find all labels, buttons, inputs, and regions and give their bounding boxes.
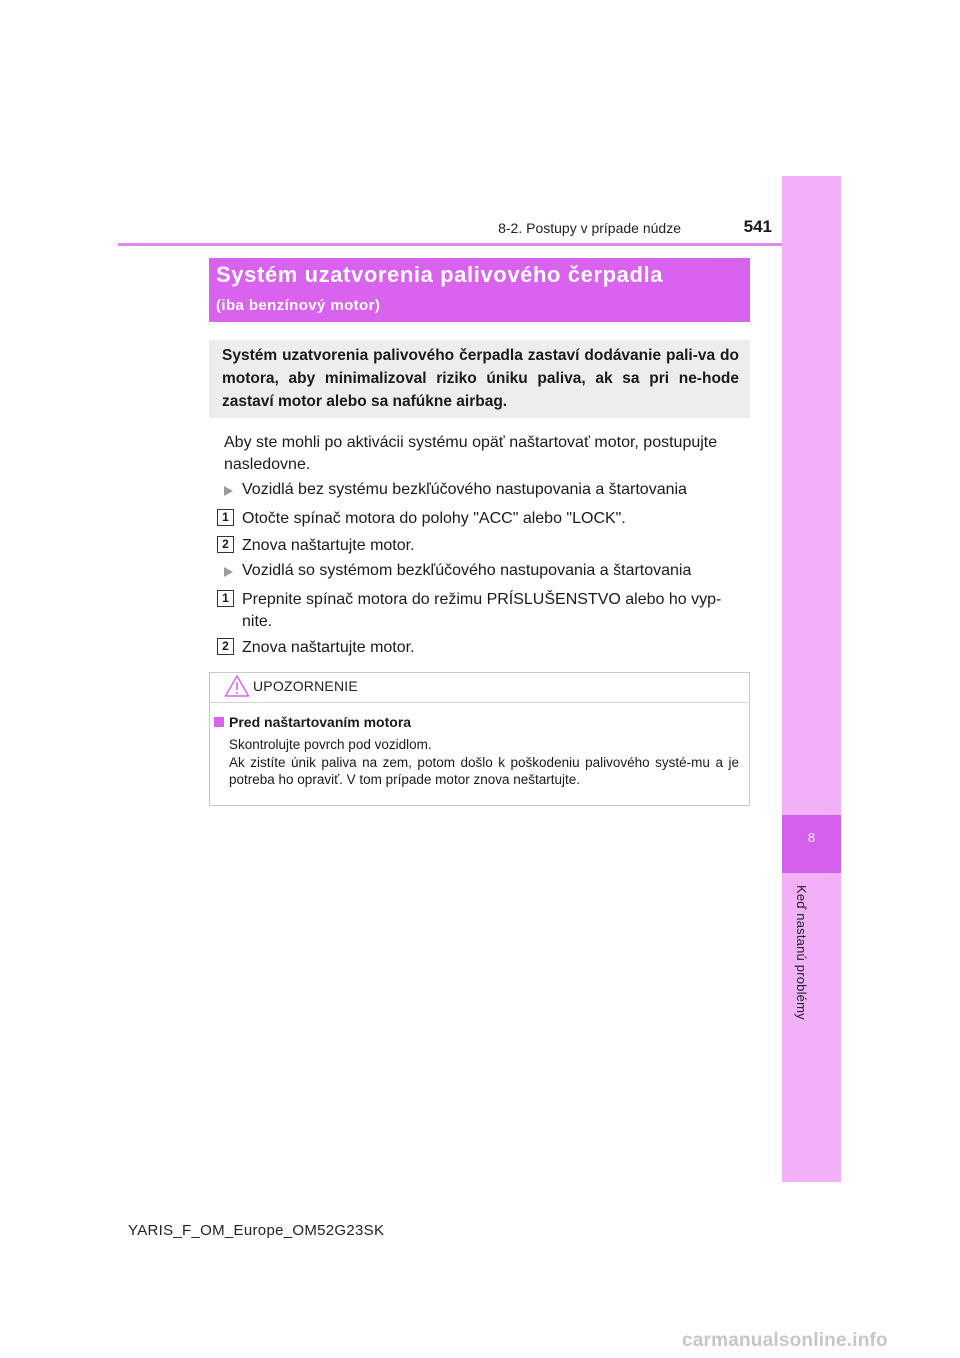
chapter-number: 8 bbox=[807, 830, 816, 845]
step-text: Otočte spínač motora do polohy "ACC" alebo "LOCK". bbox=[242, 510, 626, 527]
section-heading-without-smart-key bbox=[224, 481, 687, 499]
arrow-right-icon bbox=[224, 486, 233, 496]
section-heading-text: Vozidlá so systémom bezkľúčového nastupovania a štartovania bbox=[242, 562, 692, 579]
step-number-badge: 1 bbox=[217, 590, 234, 607]
section-heading-text: Vozidlá bez systému bezkľúčového nastupovania a štartovania bbox=[242, 481, 687, 498]
section-title: 8-2. Postupy v prípade núdze bbox=[498, 220, 681, 236]
step-number-badge: 2 bbox=[217, 638, 234, 655]
arrow-right-icon bbox=[224, 567, 233, 577]
chapter-label: Keď nastanú problémy bbox=[794, 885, 809, 1020]
warning-text-line: Skontrolujte povrch pod vozidlom. bbox=[229, 737, 432, 752]
page-title: Systém uzatvorenia palivového čerpadla bbox=[216, 262, 664, 287]
warning-text bbox=[229, 736, 739, 789]
document-code: YARIS_F_OM_Europe_OM52G23SK bbox=[128, 1222, 385, 1239]
page-subtitle: (iba benzínový motor) bbox=[216, 297, 381, 314]
lead-paragraph: Aby ste mohli po aktivácii systému opäť naštartovať motor, postupujte nasledovne. bbox=[224, 434, 718, 473]
section-heading-with-smart-key bbox=[224, 562, 691, 580]
step-text: Znova naštartujte motor. bbox=[242, 639, 415, 656]
warning-triangle-icon bbox=[224, 674, 250, 698]
step-text: Prepnite spínač motora do režimu PRÍSLUŠENSTVO alebo ho vyp-nite. bbox=[242, 591, 722, 630]
warning-heading: Pred naštartovaním motora bbox=[229, 714, 412, 730]
step-text: Znova naštartujte motor. bbox=[242, 537, 415, 554]
header-rule bbox=[118, 243, 841, 246]
square-bullet-icon bbox=[214, 717, 224, 727]
step-number-badge: 2 bbox=[217, 536, 234, 553]
watermark: carmanualsonline.info bbox=[682, 1330, 888, 1351]
page-number: 541 bbox=[743, 217, 772, 236]
warning-text-line: Ak zistíte únik paliva na zem, potom došlo k poškodeniu palivového systé-mu a je potreba ho opraviť. V tom prípade motor znova neštartujte. bbox=[229, 754, 739, 787]
intro-text: Systém uzatvorenia palivového čerpadla zastaví dodávanie pali-va do motora, aby minimalizoval riziko úniku paliva, ak sa pri ne-hode zastaví motor alebo sa nafúkne airbag. bbox=[222, 347, 739, 410]
warning-divider bbox=[210, 702, 749, 703]
warning-title: UPOZORNENIE bbox=[253, 678, 358, 694]
step-number-badge: 1 bbox=[217, 509, 234, 526]
